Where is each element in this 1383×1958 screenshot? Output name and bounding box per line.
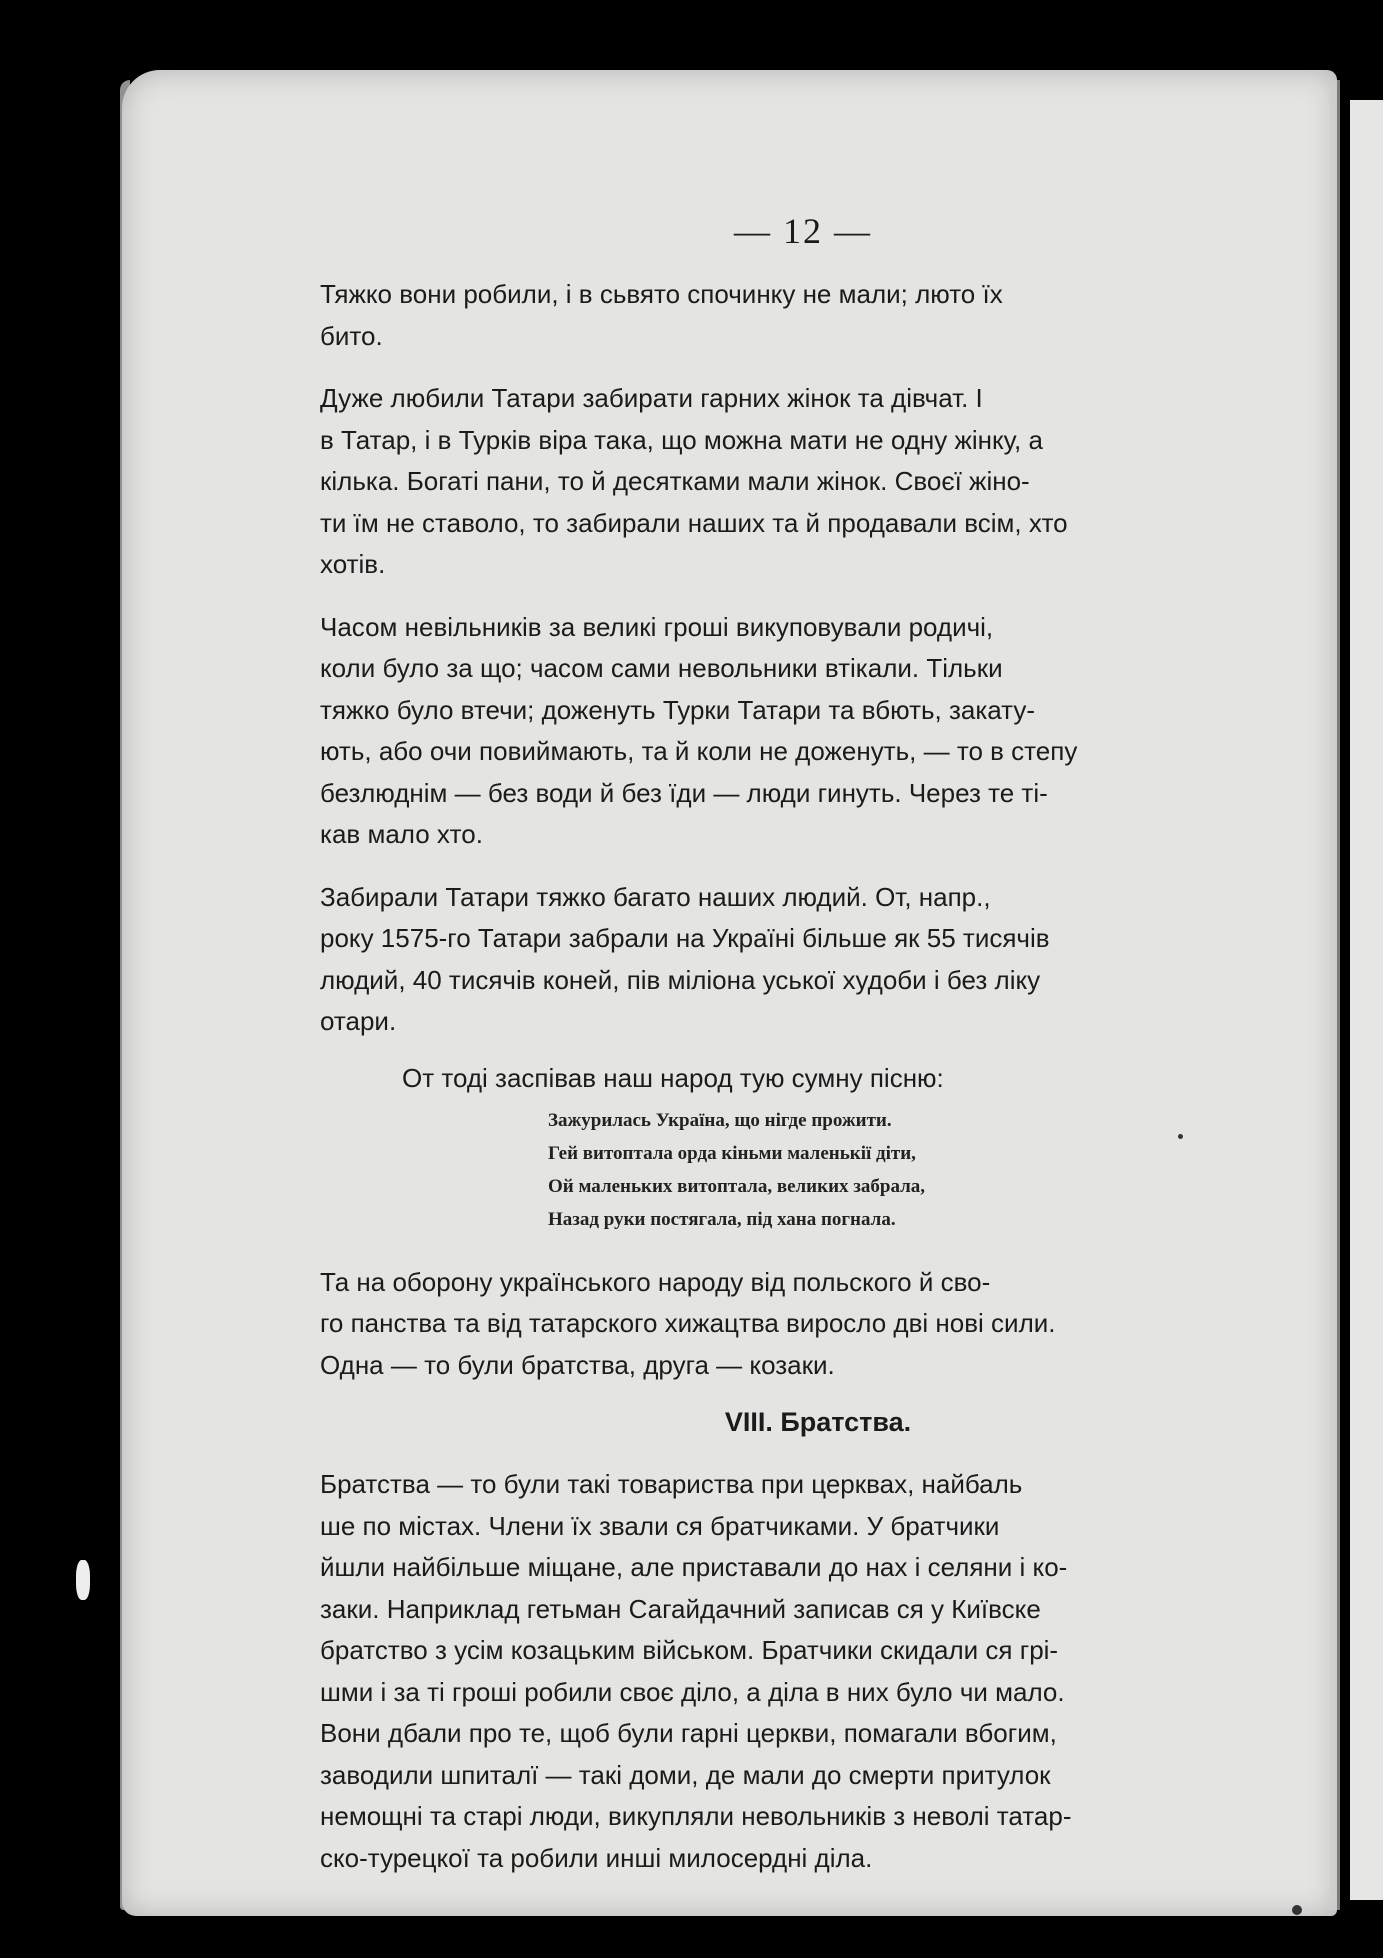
adjacent-page-edge	[1350, 100, 1383, 1900]
scan-speck	[1292, 1905, 1302, 1915]
section-heading: VIII. Братства.	[724, 1407, 912, 1437]
page-number: — 12 —	[734, 211, 872, 251]
paragraph: Дуже любили Татари забирати гарних жінок та дівчат. І в Татар, і в Турків віра така, що можна мати не одну жінку, а кілька. Богаті пани, то й десятками мали жінок. Своєї жіно- ти їм не ставоло, то забирали наших та й продавали всім, хто хотів.	[320, 383, 1068, 579]
scan-speck	[76, 1560, 90, 1600]
song-line: Назад руки постягала, під хана погнала.	[548, 1208, 896, 1230]
song-line: Зажурилась Україна, що нігде прожити.	[548, 1109, 892, 1131]
paragraph: Тяжко вони робили, і в сьвято спочинку не мали; люто їх бито.	[320, 279, 1003, 351]
page-text	[320, 210, 1280, 1900]
paragraph: Часом невільників за великі гроші викуповували родичі, коли було за що; часом сами невольники втікали. Тільки тяжко було втечи; доженуть Турки Татари та вбють, закату- ють, або очи повиймають, та й коли не доженуть, — то в степу безлюднім — без води й без їди — люди гинуть. Через те ті- кав мало хто.	[320, 611, 1078, 849]
closing-paragraph: Та на оборону українського народу від польского й сво- го панства та від татарского хижацтва виросло дві нові сили. Одна — то були братства, друга — козаки.	[320, 1266, 1056, 1380]
paragraph: Забирали Татари тяжко багато наших людий. От, напр., року 1575-го Татари забрали на Україні більше як 55 тисячів людий, 40 тисячів коней, пів міліона уської худоби і без ліку отари.	[320, 881, 1050, 1036]
page-right-edge	[1330, 80, 1340, 1910]
song-line: Ой маленьких витоптала, великих забрала,	[548, 1175, 926, 1197]
song-line: Гей витоптала орда кіньми маленькії діти,	[548, 1142, 916, 1164]
folk-song	[320, 1058, 1280, 1236]
section-paragraph: Братства — то були такі товариства при церквах, найбаль ше по містах. Члени їх звали ся братчиками. У братчики йшли найбільше міщане, але приставали до нах і селяни і ко- заки. Наприклад гетьман Сагайдачний записав ся у Київске братство з усім козацьким військом. Братчики скидали ся грі- шми і за ті гроші робили своє діло, а діла в них було чи мало. Вони дбали про те, щоб були гарні церкви, помагали вбогим, заводили шпиталї — такі доми, де мали до смерти притулок немощні та старі люди, викупляли невольників з неволі татар- ско-турецкої та робили инші милосердні діла.	[320, 1469, 1072, 1873]
song-intro: От тоді заспівав наш народ тую сумну пісню:	[402, 1062, 944, 1093]
